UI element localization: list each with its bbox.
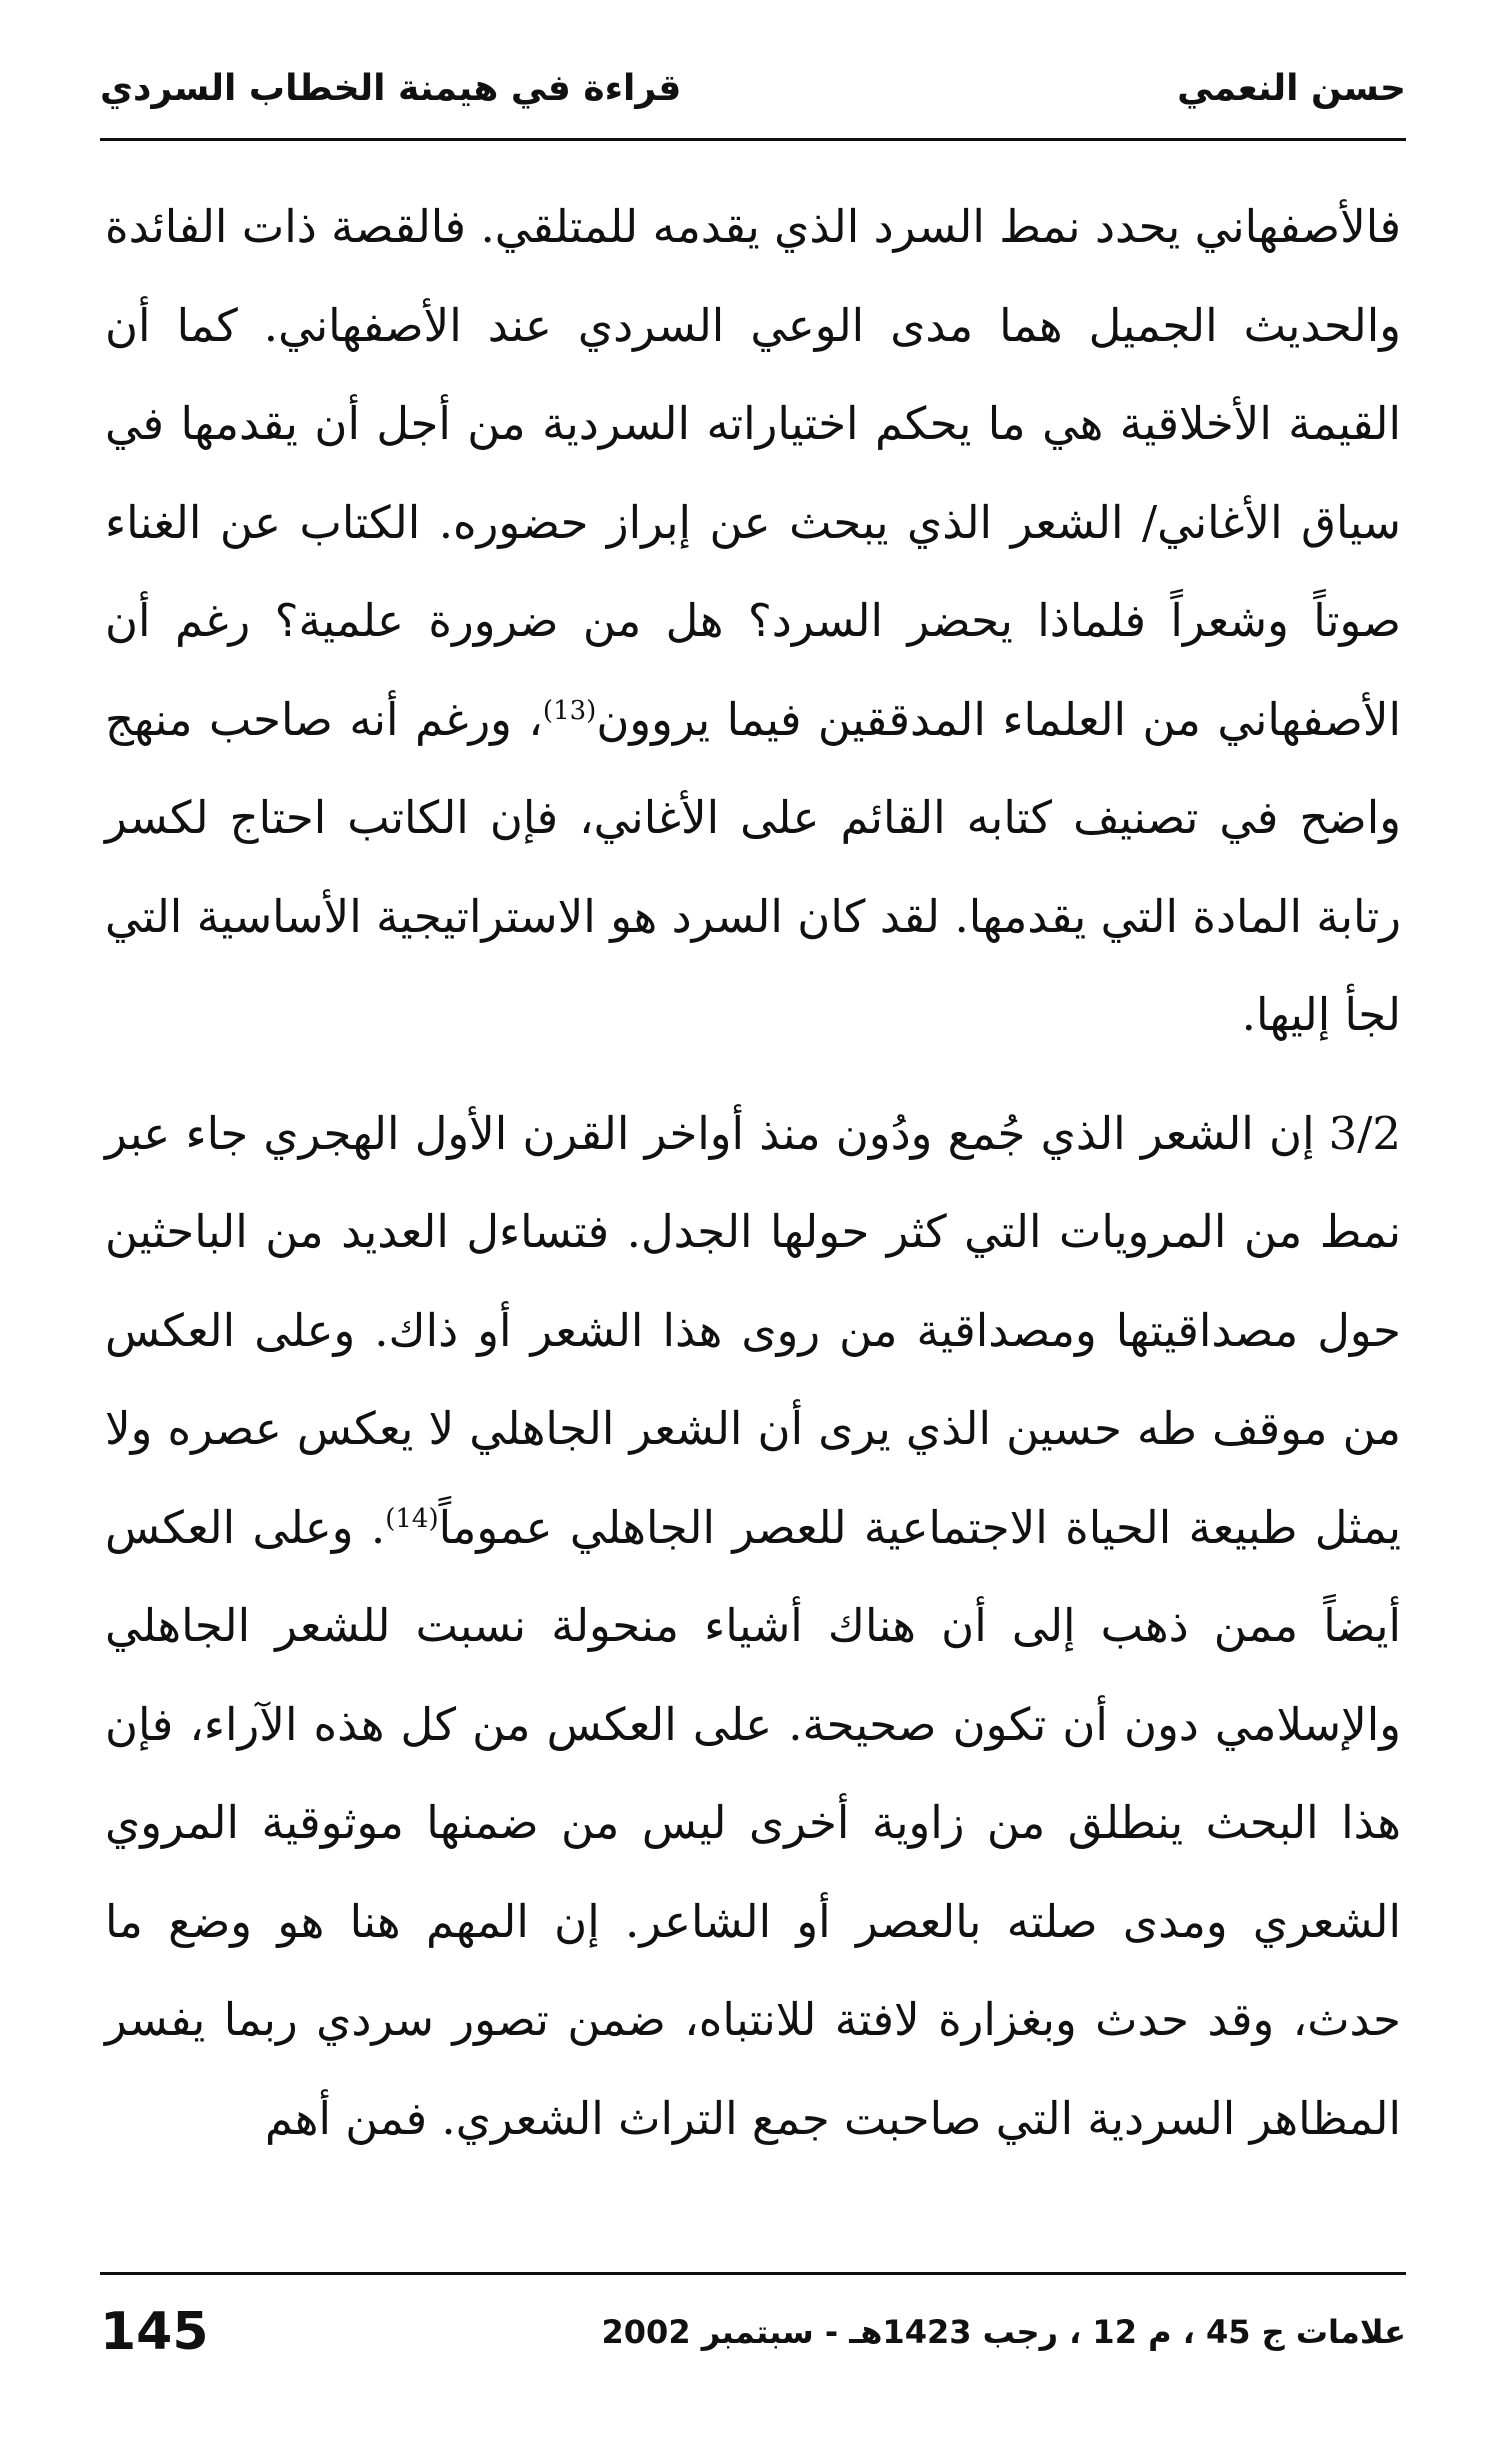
header-title: قراءة في هيمنة الخطاب السردي bbox=[100, 67, 682, 109]
footnote-ref-13[interactable]: (13) bbox=[542, 695, 597, 726]
paragraph-1-text-b: ، ورغم أنه صاحب منهج واضح في تصنيف كتابه القائم على الأغاني، فإن الكاتب احتاج لكسر رتابة المادة التي يقدمها. لقد كان السرد هو الاستراتيجية الأساسية التي لجأ إليها. bbox=[105, 692, 1401, 1041]
header-rule bbox=[100, 138, 1406, 141]
page-number: 145 bbox=[100, 2302, 209, 2362]
section-number: 3/2 bbox=[1328, 1106, 1401, 1160]
footnote-ref-14[interactable]: (14) bbox=[385, 1503, 439, 1534]
body-text bbox=[105, 178, 1401, 2168]
paragraph-2-text-a: إن الشعر الذي جُمع ودُون منذ أواخر القرن الأول الهجري جاء عبر نمط من المرويات التي كثر حولها الجدل. فتساءل العديد من الباحثين حول مصداقيتها ومصداقية من روى هذا الشعر أو ذاك. وعلى العكس من موقف طه حسين الذي يرى أن الشعر الجاهلي لا يعكس عصره ولا يمثل طبيعة الحياة الاجتماعية للعصر الجاهلي عموماً bbox=[105, 1106, 1402, 1554]
journal-citation: علامات ج 45 ، م 12 ، رجب 1423هـ - سبتمبر 2002 bbox=[601, 2313, 1406, 2351]
running-header bbox=[100, 48, 1406, 128]
paragraph-2 bbox=[105, 1085, 1401, 2169]
paragraph-2-text-b: . وعلى العكس أيضاً ممن ذهب إلى أن هناك أشياء منحولة نسبت للشعر الجاهلي والإسلامي دون أن تكون صحيحة. على العكس من كل هذه الآراء، فإن هذا البحث ينطلق من زاوية أخرى ليس من ضمنها موثوقية المروي الشعري ومدى صلته بالعصر أو الشاعر. إن المهم هنا هو وضع ما حدث، وقد حدث وبغزارة لافتة للانتباه، ضمن تصور سردي ربما يفسر المظاهر السردية التي صاحبت جمع التراث الشعري. فمن أهم bbox=[105, 1500, 1401, 2145]
paragraph-1 bbox=[105, 178, 1401, 1065]
footer-rule bbox=[100, 2272, 1406, 2275]
page-footer bbox=[100, 2292, 1406, 2372]
paragraph-1-text-a: فالأصفهاني يحدد نمط السرد الذي يقدمه للمتلقي. فالقصة ذات الفائدة والحديث الجميل هما مدى الوعي السردي عند الأصفهاني. كما أن القيمة الأخلاقية هي ما يحكم اختياراته السردية من أجل أن يقدمها في سياق الأغاني/ الشعر الذي يبحث عن إبراز حضوره. الكتاب عن الغناء صوتاً وشعراً فلماذا يحضر السرد؟ هل من ضرورة علمية؟ رغم أن الأصفهاني من العلماء المدققين فيما يروون bbox=[105, 200, 1401, 746]
header-author: حسن النعمي bbox=[1177, 67, 1406, 109]
